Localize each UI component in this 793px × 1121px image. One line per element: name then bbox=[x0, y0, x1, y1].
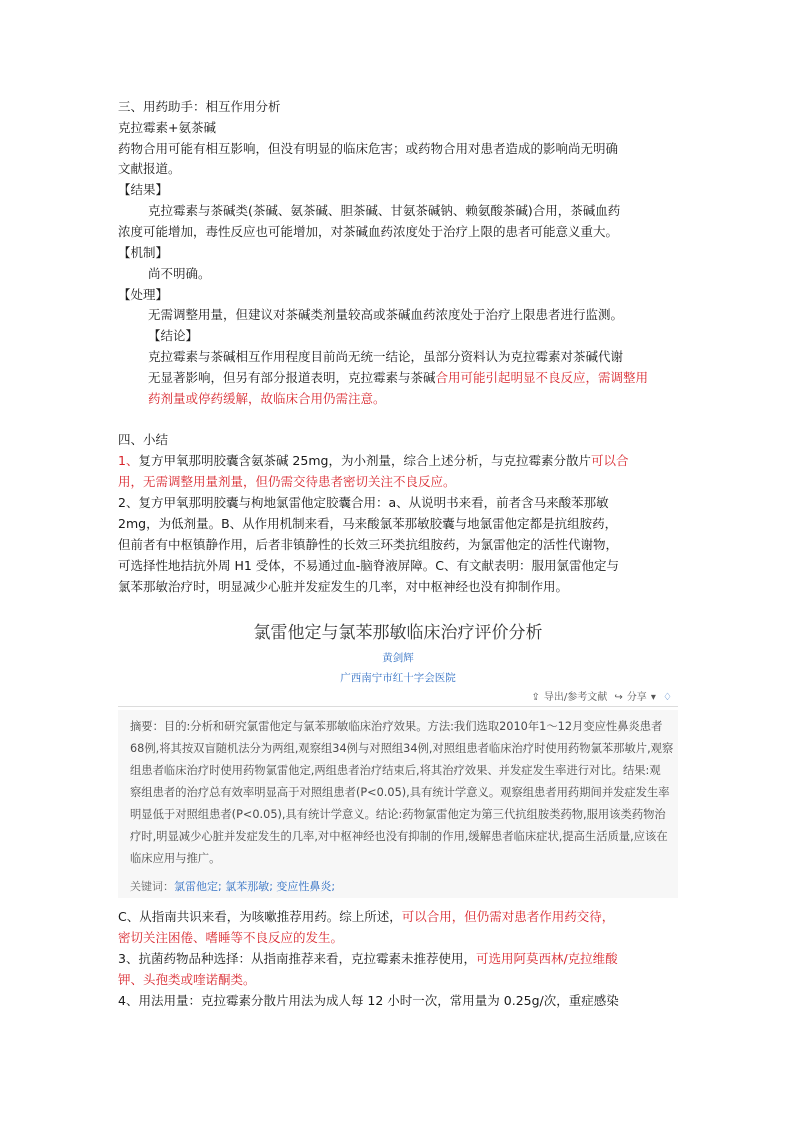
drug-pair-title: 克拉霉素+氨茶碱 bbox=[118, 120, 216, 135]
handling-text: 无需调整用量，但建议对茶碱类剂量较高或茶碱血药浓度处于治疗上限患者进行监测。 bbox=[148, 307, 624, 322]
paper-author[interactable]: 黄剑辉 bbox=[382, 652, 414, 664]
result-line-1: 克拉霉素与茶碱类(茶碱、氨茶碱、胆茶碱、甘氨茶碱钠、赖氨酸茶碱)合用，茶碱血药 bbox=[148, 203, 621, 218]
summary-2-line-2: 2mg，为低剂量。B、从作用机制来看，马来酸氯苯那敏胶囊与地氯雷他定都是抗组胺药， bbox=[118, 516, 618, 531]
paper-abstract-figure bbox=[118, 608, 678, 898]
chevron-down-icon[interactable]: ▾ bbox=[650, 692, 656, 703]
handling-label: 【处理】 bbox=[118, 287, 169, 302]
keywords-row bbox=[130, 878, 335, 894]
summary-1-plain: 复方甲氧那明胶囊含氨茶碱 25mg，为小剂量，综合上述分析，与克拉霉素分散片 bbox=[138, 453, 591, 468]
result-label: 【结果】 bbox=[118, 182, 169, 197]
summary-1-line-2: 用，无需调整用量剂量，但仍需交待患者密切关注不良反应。 bbox=[118, 474, 456, 489]
export-link[interactable]: 导出/参考文献 bbox=[543, 692, 608, 703]
paper-title: 氯雷他定与氯苯那敏临床治疗评价分析 bbox=[253, 623, 543, 643]
abstract-line-7: 临床应用与推广。 bbox=[130, 852, 221, 865]
summary-2-line-4: 可选择性地拮抗外周 H1 受体，不易通过血-脑脊液屏障。C、有文献表明：服用氯雷他定与 bbox=[118, 558, 620, 573]
conclusion-line-2 bbox=[148, 369, 648, 387]
guideline-line-2: 密切关注困倦、嗜睡等不良反应的发生。 bbox=[118, 930, 344, 945]
abstract-line-1: 摘要：目的:分析和研究氯雷他定与氯苯那敏临床治疗效果。方法:我们选取2010年1～12月变应性鼻炎患者 bbox=[130, 720, 663, 733]
section-4-heading: 四、小结 bbox=[118, 432, 169, 447]
thumb-icon[interactable]: ♢ bbox=[663, 692, 672, 703]
export-icon[interactable]: ⇪ bbox=[531, 692, 540, 703]
summary-2-line-5: 氯苯那敏治疗时，明显减少心脏并发症发生的几率，对中枢神经也没有抑制作用。 bbox=[118, 579, 569, 594]
abstract-line-5: 明显低于对照组患者(P<0.05),具有统计学意义。结论:药物氯雷他定为第三代抗组胺类药物,服用该类药物治 bbox=[130, 808, 666, 821]
intro-line-2: 文献报道。 bbox=[118, 161, 181, 176]
conclusion-line-1: 克拉霉素与茶碱相互作用程度目前尚无统一结论，虽部分资料认为克拉霉素对茶碱代谢 bbox=[148, 349, 624, 364]
summary-1-number: 1、 bbox=[118, 453, 139, 468]
abstract-line-4: 察组患者的治疗总有效率明显高于对照组患者(P<0.05),具有统计学意义。观察组患者用药期间并发症发生率 bbox=[130, 786, 670, 799]
antibiotic-highlight: 可选用阿莫西林/克拉维酸 bbox=[475, 951, 618, 966]
keywords-label: 关键词： bbox=[130, 880, 174, 893]
share-icon[interactable]: ↪ bbox=[614, 692, 623, 703]
conclusion-line-2-plain: 无显著影响，但另有部分报道表明，克拉霉素与茶碱 bbox=[148, 370, 436, 385]
conclusion-line-3: 药剂量或停药缓解，故临床合用仍需注意。 bbox=[148, 391, 386, 406]
abstract-box bbox=[118, 710, 678, 898]
summary-2-line-3: 但前者有中枢镇静作用，后者非镇静性的长效三环类抗组胺药，为氯雷他定的活性代谢物， bbox=[118, 537, 619, 552]
result-line-2: 浓度可能增加，毒性反应也可能增加，对茶碱血药浓度处于治疗上限的患者可能意义重大。 bbox=[118, 224, 619, 239]
conclusion-line-2-highlight: 合用可能引起明显不良反应，需调整用 bbox=[435, 370, 649, 385]
guideline-highlight: 可以合用，但仍需对患者作用药交待， bbox=[401, 909, 615, 924]
dosage-line-1: 4、用法用量：克拉霉素分散片用法为成人每 12 小时一次，常用量为 0.25g/次，重症感染 bbox=[118, 993, 619, 1008]
paper-divider bbox=[118, 706, 678, 707]
antibiotic-line-2: 钾、头孢类或喹诺酮类。 bbox=[118, 972, 256, 987]
summary-1-line-1 bbox=[118, 452, 628, 470]
guideline-line-1 bbox=[118, 908, 614, 926]
paper-toolbar bbox=[527, 688, 672, 703]
share-link[interactable]: 分享 bbox=[626, 692, 647, 703]
abstract-line-6: 疗时,明显减少心脏并发症发生的几率,对中枢神经也没有抑制的作用,缓解患者临床症状,提高生活质量,应该在 bbox=[130, 830, 668, 843]
antibiotic-plain: 3、抗菌药物品种选择：从指南推荐来看，克拉霉素未推荐使用， bbox=[118, 951, 476, 966]
abstract-line-3: 组患者临床治疗时使用药物氯雷他定,两组患者治疗结束后,将其治疗效果、并发症发生率进行对比。结果:观 bbox=[130, 764, 661, 777]
mechanism-text: 尚不明确。 bbox=[148, 266, 211, 281]
summary-2-line-1: 2、复方甲氧那明胶囊与枸地氯雷他定胶囊合用：a、从说明书来看，前者含马来酸苯那敏 bbox=[118, 495, 609, 510]
paper-organization[interactable]: 广西南宁市红十字会医院 bbox=[340, 672, 456, 684]
keywords-links[interactable]: 氯雷他定; 氯苯那敏; 变应性鼻炎; bbox=[174, 880, 336, 893]
abstract-line-2: 68例,将其按双盲随机法分为两组,观察组34例与对照组34例,对照组患者临床治疗时使用药物氯苯那敏片,观察 bbox=[130, 742, 674, 755]
conclusion-label: 【结论】 bbox=[148, 328, 199, 343]
summary-1-highlight: 可以合 bbox=[590, 453, 629, 468]
intro-line-1: 药物合用可能有相互影响，但没有明显的临床危害；或药物合用对患者造成的影响尚无明确 bbox=[118, 141, 619, 156]
section-3-heading: 三、用药助手：相互作用分析 bbox=[118, 99, 281, 114]
antibiotic-line-1 bbox=[118, 950, 618, 968]
guideline-plain: C、从指南共识来看，为咳嗽推荐用药。综上所述， bbox=[118, 909, 402, 924]
mechanism-label: 【机制】 bbox=[118, 245, 169, 260]
